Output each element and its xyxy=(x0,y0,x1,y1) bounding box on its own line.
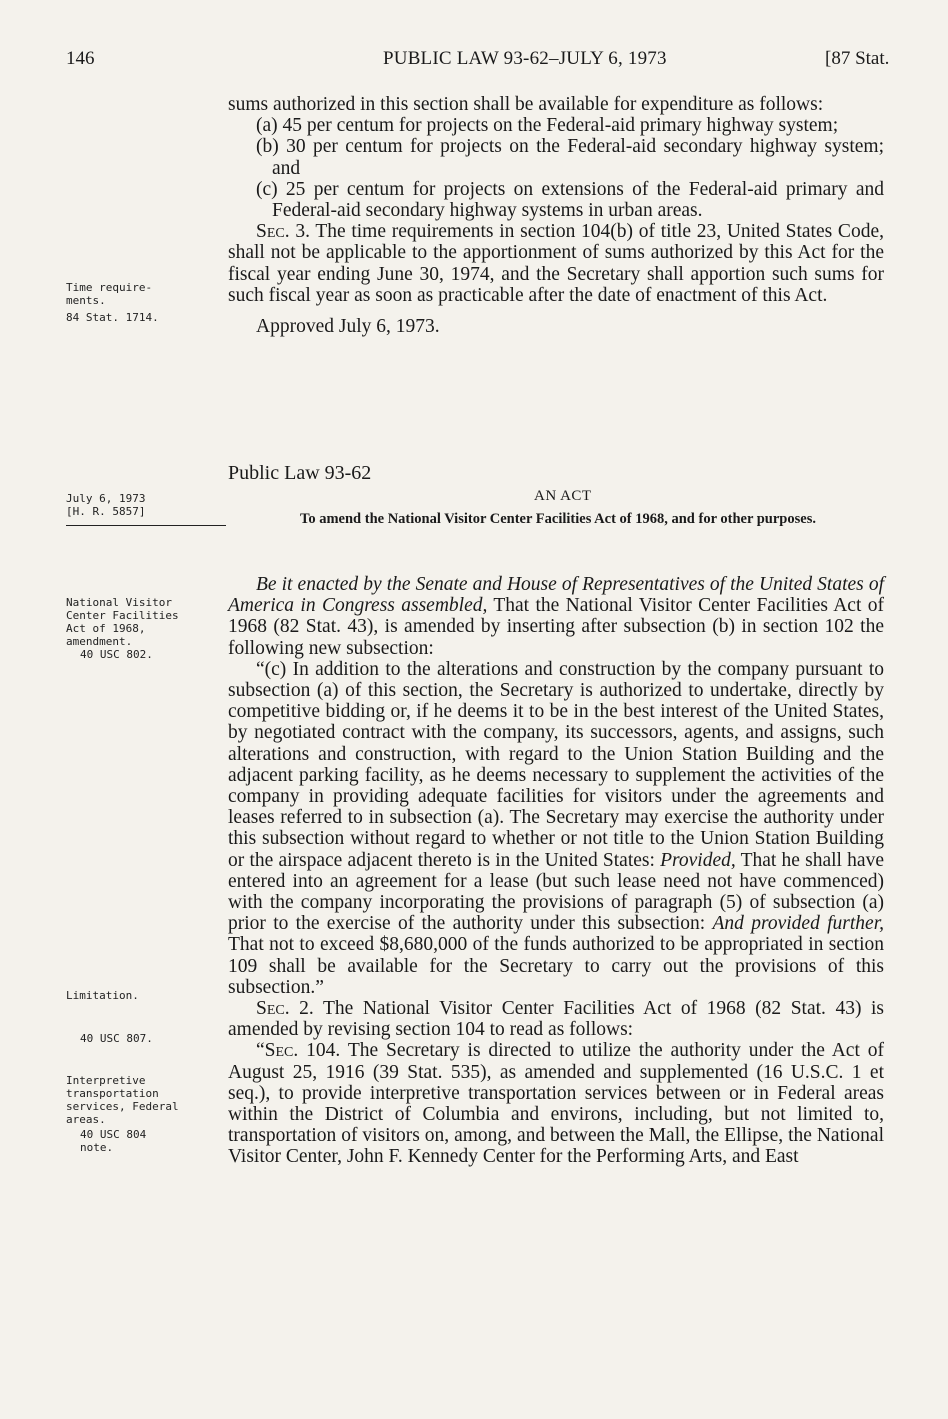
margin-note-bill: [H. R. 5857] xyxy=(66,505,146,518)
margin-note-40-usc-807: 40 USC 807. xyxy=(80,1032,153,1045)
previous-section-end xyxy=(228,94,884,337)
act-body xyxy=(228,574,884,1168)
section-104: “Sec. 104. The Secretary is directed to utilize the authority under the Act of August 25, 1916 (39 Stat. 535), as amended and supplemented (16 U.S.C. 1 et seq.), to provide interpretive transportation services between or in Federal areas within the District of Columbia and environs, including, but not limited to, transportation of visitors on, among, and between the Mall, the Ellipse, the National Visitor Center, John F. Kennedy Center for the Performing Arts, and East xyxy=(228,1040,884,1168)
divider-rule xyxy=(66,525,226,526)
stat-reference: [87 Stat. xyxy=(825,48,890,69)
enacting-clause: Be it enacted by the Senate and House of Representatives of the United States of America in Congress assembled, That the National Visitor Center Facilities Act of 1968 (82 Stat. 43), is amended by inserting after subsection (b) in section 102 the following new subsection: xyxy=(228,574,884,659)
margin-note-time-requirements: Time require- ments. xyxy=(66,281,153,307)
subsection-c: “(c) In addition to the alterations and construction by the company pursuant to subsection (a) of this section, the Secretary is authorized to undertake, directly by competitive bidding or, if he deems it to be in the best interest of the United States, by negotiated contract with the company, its successors, agents, and assigns, such alterations and construction, with regard to the Union Station Building and the adjacent parking facility, as he deems necessary to supplement the activities of the company in providing adequate facilities for visitors under the agreements and leases referred to in subsection (a). The Secretary may exercise the authority under this subsection without regard to whether or not title to the Union Station Building or the airspace adjacent thereto is in the United States: Provided, That he shall have entered into an agreement for a lease (but such lease need not have commenced) with the company incorporating the provisions of paragraph (5) of subsection (a) prior to the exercise of the authority under this subsection: And provided further, That not to exceed $8,680,000 of the funds authorized to be appropriated in section 109 shall be available for the Secretary to carry out the provisions of this subsection.” xyxy=(228,658,884,998)
section-lead: sums authorized in this section shall be available for expenditure as follows: xyxy=(228,94,824,115)
law-title: Public Law 93-62 xyxy=(228,462,372,484)
margin-note-date: July 6, 1973 xyxy=(66,492,146,505)
list-item: (a) 45 per centum for projects on the Federal-aid primary highway system; xyxy=(256,115,839,137)
page-number: 146 xyxy=(66,48,95,69)
margin-note-limitation: Limitation. xyxy=(66,989,139,1002)
margin-note-nvc-amendment: National Visitor Center Facilities Act of 1968, amendment. xyxy=(66,596,179,648)
margin-note-40-usc-804: 40 USC 804 note. xyxy=(80,1128,147,1154)
section-2: Sec. 2. The National Visitor Center Facilities Act of 1968 (82 Stat. 43) is amended by revising section 104 to read as follows: xyxy=(228,998,884,1041)
margin-note-interpretive: Interpretive transportation services, Federal areas. xyxy=(66,1074,179,1126)
act-description: To amend the National Visitor Center Facilities Act of 1968, and for other purposes. xyxy=(300,511,816,527)
list-item: (c) 25 per centum for projects on extensions of the Federal-aid primary and Federal-aid secondary highway systems in urban areas. xyxy=(256,178,884,222)
act-heading: AN ACT xyxy=(534,488,592,504)
margin-note-40-usc-802: 40 USC 802. xyxy=(80,648,153,661)
section-3: Sec. 3. The time requirements in section 104(b) of title 23, United States Code, shall not be applicable to the apportionment of sums authorized by this Act for the fiscal year ending June 30, 1974, and the Secretary shall apportion such sums for such fiscal year as soon as practicable after the date of enactment of this Act. xyxy=(228,221,884,306)
running-title: PUBLIC LAW 93-62–JULY 6, 1973 xyxy=(383,48,667,69)
margin-note-stat-1714: 84 Stat. 1714. xyxy=(66,311,159,324)
approval-line: Approved July 6, 1973. xyxy=(256,316,440,338)
list-item: (b) 30 per centum for projects on the Federal-aid secondary highway system; and xyxy=(256,136,884,179)
